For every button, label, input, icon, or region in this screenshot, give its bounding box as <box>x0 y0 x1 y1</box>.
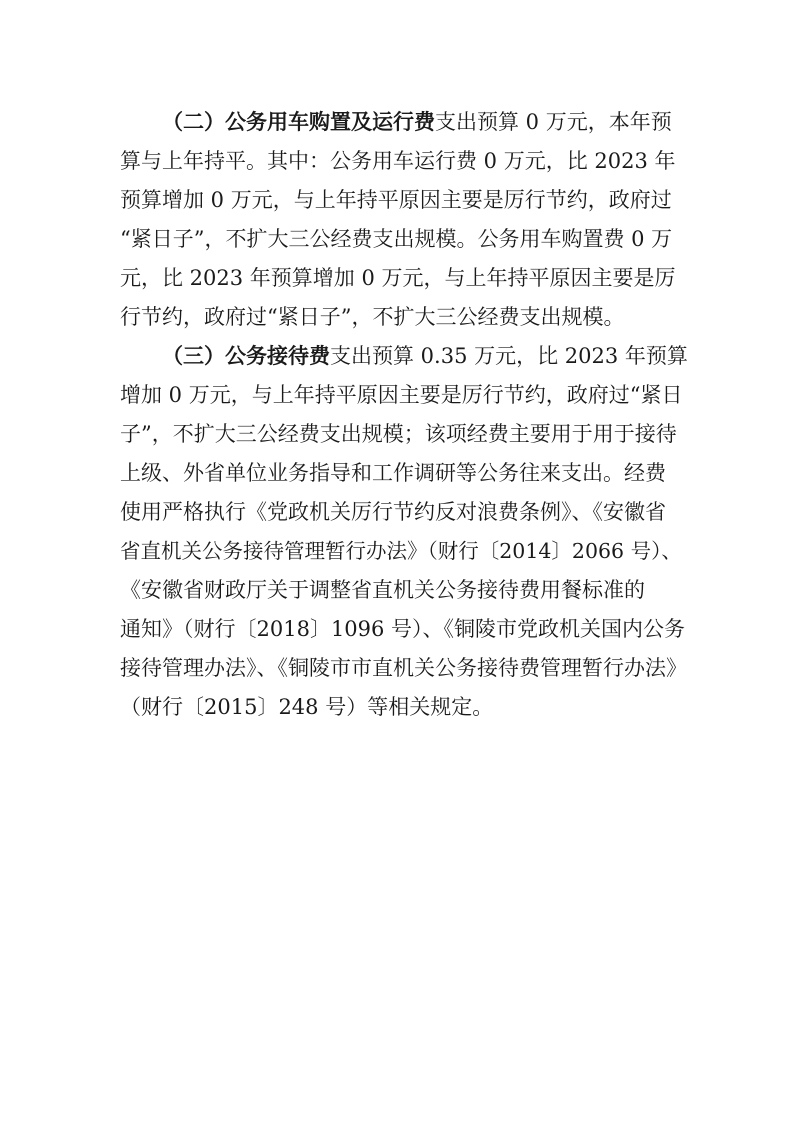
section3-line-7: 通知》（财行〔2018〕1096 号）、《铜陵市党政机关国内公务 <box>120 617 686 641</box>
section2-line-5: 行节约，政府过“紧日子”，不扩大三公经费支出规模。 <box>120 305 625 329</box>
section3-line-4: 使用严格执行《党政机关厉行节约反对浪费条例》、《安徽省 <box>120 500 666 524</box>
section3-line-1: 增加 0 万元，与上年持平原因主要是厉行节约，政府过“紧日 <box>120 383 683 407</box>
section2-line-3: “紧日子”，不扩大三公经费支出规模。公务用车购置费 0 万 <box>120 227 673 251</box>
section3-line-8: 接待管理办法》、《铜陵市市直机关公务接待费管理暂行办法》 <box>120 656 687 680</box>
section2-first-line <box>162 110 672 134</box>
section3-line-0: 支出预算 0.35 万元，比 2023 年预算 <box>330 344 688 368</box>
section3-line-2: 子”，不扩大三公经费支出规模；该项经费主要用于用于接待 <box>120 422 677 446</box>
section2-line-4: 元，比 2023 年预算增加 0 万元，与上年持平原因主要是厉 <box>120 266 676 290</box>
section3-line-6: 《安徽省财政厅关于调整省直机关公务接待费用餐标准的 <box>120 578 645 602</box>
section3-heading: （三）公务接待费 <box>162 344 330 368</box>
section3-first-line <box>162 344 688 368</box>
section2-heading: （二）公务用车购置及运行费 <box>162 110 435 134</box>
section2-line-0: 支出预算 0 万元，本年预 <box>435 110 672 134</box>
section3-line-3: 上级、外省单位业务指导和工作调研等公务往来支出。经费 <box>120 461 666 485</box>
section3-line-9: （财行〔2015〕248 号）等相关规定。 <box>120 695 494 719</box>
section2-line-1: 算与上年持平。其中：公务用车运行费 0 万元，比 2023 年 <box>120 149 676 173</box>
section3-line-5: 省直机关公务接待管理暂行办法》（财行〔2014〕2066 号）、 <box>120 539 682 563</box>
section2-line-2: 预算增加 0 万元，与上年持平原因主要是厉行节约，政府过 <box>120 188 672 212</box>
